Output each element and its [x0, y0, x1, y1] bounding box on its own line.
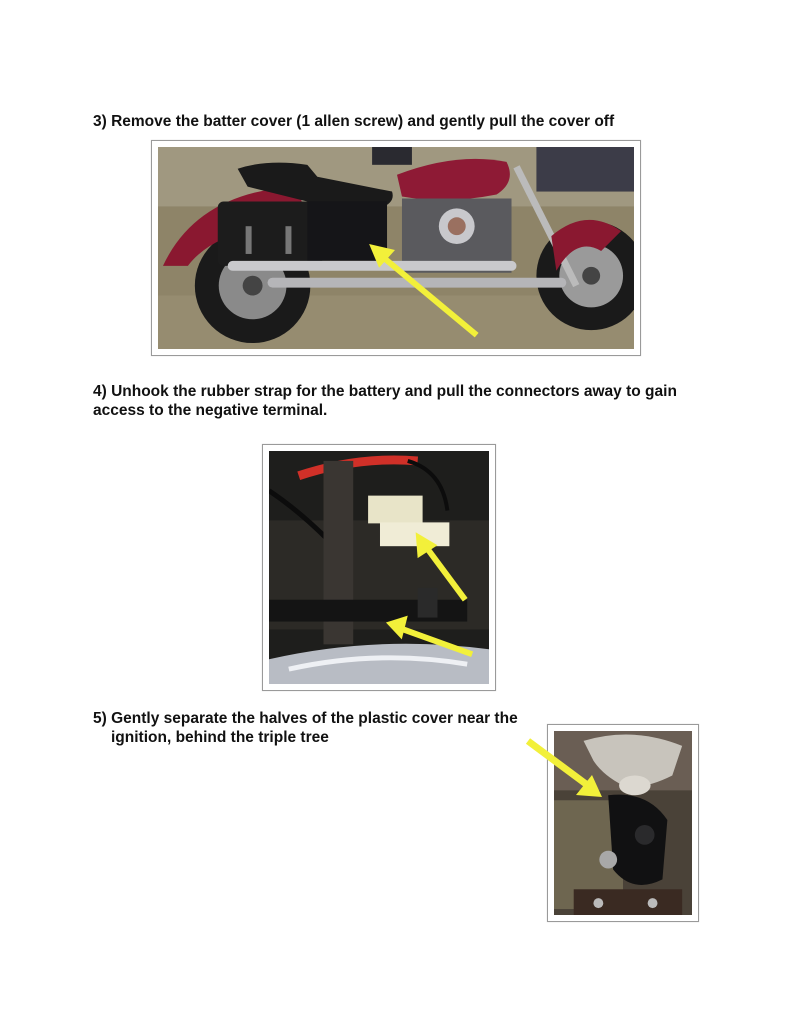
battery-photo: [269, 451, 489, 684]
step-4-line-1: 4) Unhook the rubber strap for the battery and pull the connectors away to gain: [93, 383, 677, 400]
motorcycle-photo: [158, 147, 634, 349]
step-5-line-1: 5) Gently separate the halves of the plastic cover near the: [93, 710, 518, 727]
step-5-line-2: ignition, behind the triple tree: [111, 729, 329, 746]
motorcycle-image: [158, 147, 634, 349]
step-3-instruction: 3) Remove the batter cover (1 allen screw) and gently pull the cover off: [93, 113, 615, 130]
battery-image: [269, 451, 489, 684]
step-5-instruction: [93, 709, 533, 747]
step-4-instruction: [93, 382, 733, 420]
step-4-photo: [262, 444, 496, 691]
step-4-line-2: access to the negative terminal.: [93, 402, 328, 419]
step-5-yellow-arrow-icon: [522, 735, 617, 810]
step-3-photo: [151, 140, 641, 356]
